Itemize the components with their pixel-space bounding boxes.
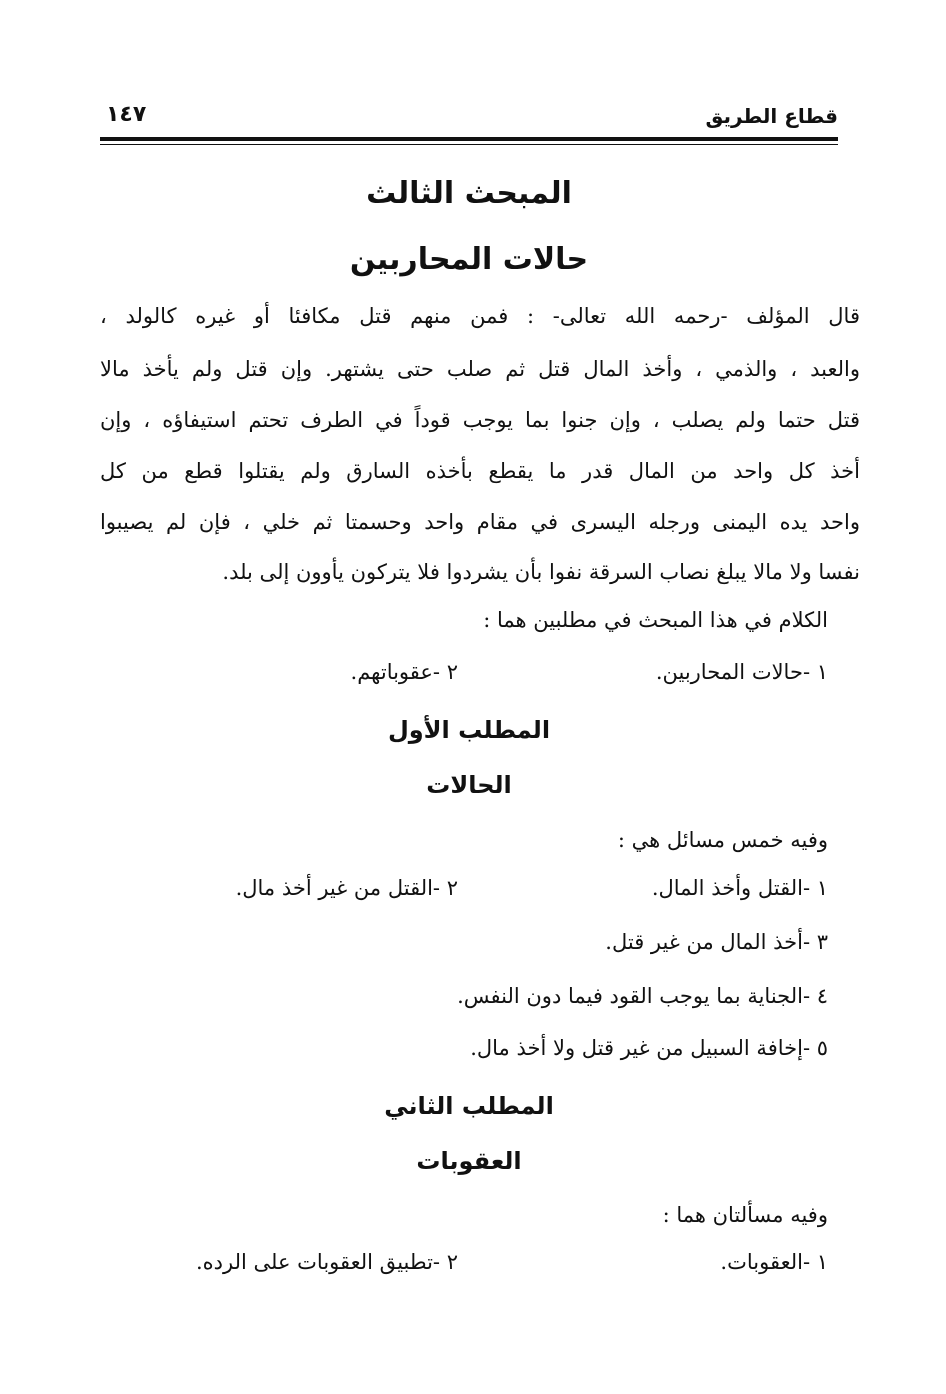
subsection-1-list-row: [100, 876, 828, 908]
subsection-1-subtitle: الحالات: [426, 771, 512, 799]
list-item: ٣ -أخذ المال من غير قتل.: [605, 930, 828, 954]
list-item: ٢ -القتل من غير أخذ مال.: [235, 876, 458, 900]
paragraph-line: أخذ كل واحد من المال قدر ما يقطع بأخذه السارق ولم يقتلوا قطع من كل: [100, 459, 860, 483]
subsection-2-intro: وفيه مسألتان هما :: [662, 1203, 828, 1227]
header-rule-thick: [100, 137, 838, 141]
subsection-1-title: المطلب الأول: [387, 716, 551, 744]
list-item: ١ -حالات المحاربين.: [655, 660, 828, 684]
list-item: ١ -العقوبات.: [720, 1250, 828, 1274]
subsection-2-title: المطلب الثاني: [384, 1092, 554, 1120]
list-item: ٤ -الجناية بما يوجب القود فيما دون النفس.: [457, 984, 828, 1008]
page-number: ١٤٧: [106, 102, 147, 127]
intro-list-row: [100, 660, 828, 692]
paragraph-line: قتل حتما ولم يصلب ، وإن جنوا بما يوجب قوداً في الطرف تحتم استيفاؤه ، وإن: [100, 408, 860, 432]
subsection-2-list-row: [100, 1250, 828, 1282]
list-item: ٢ -عقوباتهم.: [350, 660, 458, 684]
list-item: ٢ -تطبيق العقوبات على الرده.: [195, 1250, 458, 1274]
paragraph-line: والعبد ، والذمي ، وأخذ المال قتل ثم صلب حتى يشتهر. وإن قتل ولم يأخذ مالا: [100, 357, 860, 381]
subsection-1-intro: وفيه خمس مسائل هي :: [617, 828, 828, 852]
section-subtitle: حالات المحاربين: [349, 242, 589, 277]
paragraph-line: قال المؤلف -رحمه الله تعالى- : فمن منهم قتل مكافئا أو غيره كالولد ،: [100, 304, 860, 328]
list-item: ٥ -إخافة السبيل من غير قتل ولا أخذ مال.: [470, 1036, 828, 1060]
paragraph-line: نفسا ولا مالا يبلغ نصاب السرقة نفوا بأن يشردوا فلا يتركون يأوون إلى بلد.: [222, 560, 860, 584]
subsection-2-subtitle: العقوبات: [416, 1147, 522, 1175]
header-rule-thin: [100, 144, 838, 145]
section-title: المبحث الثالث: [366, 176, 572, 211]
list-item: ١ -القتل وأخذ المال.: [651, 876, 828, 900]
paragraph-line: واحد يده اليمنى ورجله اليسرى في مقام واحد وحسمتا ثم خلي ، فإن لم يصيبوا: [100, 510, 860, 534]
chapter-title: قطاع الطريق: [705, 104, 838, 128]
intro-text: الكلام في هذا المبحث في مطلبين هما :: [483, 608, 828, 632]
running-header: [100, 100, 838, 136]
